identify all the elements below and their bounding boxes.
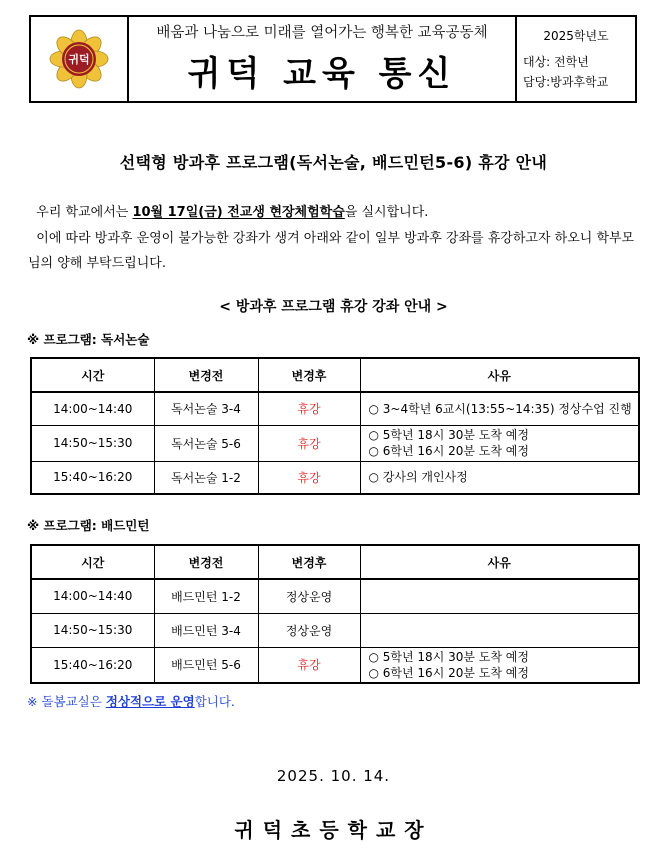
title-cell — [129, 17, 517, 101]
cell-after: 휴강 — [258, 461, 360, 494]
cell-time: 14:00~14:40 — [31, 392, 154, 425]
reason-line: ○ 5학년 18시 30분 도착 예정 — [368, 428, 529, 442]
col-header-after: 변경후 — [258, 358, 360, 392]
intro-suffix: 을 실시합니다. — [344, 205, 429, 220]
table-row — [31, 425, 639, 461]
table-row — [31, 647, 639, 683]
document-title: 선택형 방과후 프로그램(독서논술, 배드민턴5-6) 휴강 안내 — [119, 153, 548, 172]
reason-line: ○ 5학년 18시 30분 도착 예정 — [368, 649, 529, 664]
principal-signature: 귀덕초등학교장 — [234, 818, 433, 842]
school-slogan: 배움과 나눔으로 미래를 열어가는 행복한 교육공동체 — [156, 25, 488, 41]
col-header-after: 변경후 — [258, 545, 360, 579]
school-year: 2025학년도 — [543, 28, 609, 43]
program-label-badminton: ※ 프로그램: 배드민턴 — [27, 518, 150, 533]
cell-before: 독서논술 1-2 — [154, 461, 258, 494]
reason-line: ○ 강사의 개인사정 — [368, 470, 468, 485]
intro-line-2 — [28, 226, 640, 276]
cell-time: 14:50~15:30 — [31, 425, 154, 461]
note-prefix: ※ 돌봄교실은 — [27, 694, 102, 709]
cell-before: 독서논술 5-6 — [154, 425, 258, 461]
cell-after: 정상운영 — [258, 613, 360, 647]
reason-line: ○ 3~4학년 6교시(13:55~14:35) 정상수업 진행 — [368, 401, 632, 416]
intro-prefix: 우리 학교에서는 — [36, 205, 129, 220]
cell-reason — [360, 425, 639, 461]
cell-before: 배드민턴 5-6 — [154, 647, 258, 683]
col-header-reason: 사유 — [360, 545, 639, 579]
cell-reason — [360, 579, 639, 613]
logo-cell — [31, 17, 129, 101]
col-header-before: 변경전 — [154, 545, 258, 579]
cell-before: 배드민턴 3-4 — [154, 613, 258, 647]
care-class-note — [27, 692, 235, 710]
audience: 대상: 전학년 — [523, 54, 589, 69]
cell-after: 휴강 — [258, 392, 360, 425]
col-header-reason: 사유 — [360, 358, 639, 392]
table-header-row — [31, 358, 639, 392]
reason-line: ○ 6학년 16시 20분 도착 예정 — [368, 665, 529, 680]
col-header-time: 시간 — [31, 545, 154, 579]
newsletter-title: 귀덕 교육 통신 — [187, 54, 457, 94]
newsletter-header — [29, 15, 637, 103]
cell-after: 정상운영 — [258, 579, 360, 613]
cell-time: 14:00~14:40 — [31, 579, 154, 613]
cell-reason — [360, 461, 639, 494]
cell-after: 휴강 — [258, 647, 360, 683]
section-title: < 방과후 프로그램 휴강 강좌 안내 > — [219, 299, 448, 315]
school-emblem-icon — [48, 28, 110, 90]
table-row — [31, 613, 639, 647]
cell-reason — [360, 392, 639, 425]
cell-reason — [360, 613, 639, 647]
table-row — [31, 579, 639, 613]
note-suffix: 합니다. — [194, 694, 235, 709]
table-row — [31, 392, 639, 425]
badminton-schedule-table — [30, 544, 640, 684]
meta-cell — [517, 17, 635, 101]
table-header-row — [31, 545, 639, 579]
issue-date: 2025. 10. 14. — [276, 767, 391, 785]
cell-time: 15:40~16:20 — [31, 647, 154, 683]
cell-time: 14:50~15:30 — [31, 613, 154, 647]
program-label-reading: ※ 프로그램: 독서논술 — [27, 332, 150, 347]
cell-reason — [360, 647, 639, 683]
intro-highlight: 10월 17일(금) 전교생 현장체험학습 — [132, 205, 345, 220]
cell-time: 15:40~16:20 — [31, 461, 154, 494]
cell-before: 배드민턴 1-2 — [154, 579, 258, 613]
reason-line: ○ 6학년 16시 20분 도착 예정 — [368, 444, 529, 458]
emblem-text: 귀덕 — [68, 53, 90, 66]
col-header-before: 변경전 — [154, 358, 258, 392]
col-header-time: 시간 — [31, 358, 154, 392]
table-row — [31, 461, 639, 494]
cell-before: 독서논술 3-4 — [154, 392, 258, 425]
intro-line-1 — [28, 200, 640, 225]
intro-body: 이에 따라 방과후 운영이 불가능한 강좌가 생겨 아래와 같이 일부 방과후 강좌를 휴강하고자 하오니 학부모님의 양해 부탁드립니다. — [28, 231, 635, 271]
note-highlight: 정상적으로 운영 — [105, 694, 195, 709]
manager: 담당:방과후학교 — [523, 74, 609, 89]
cell-after: 휴강 — [258, 425, 360, 461]
reading-schedule-table — [30, 357, 640, 495]
